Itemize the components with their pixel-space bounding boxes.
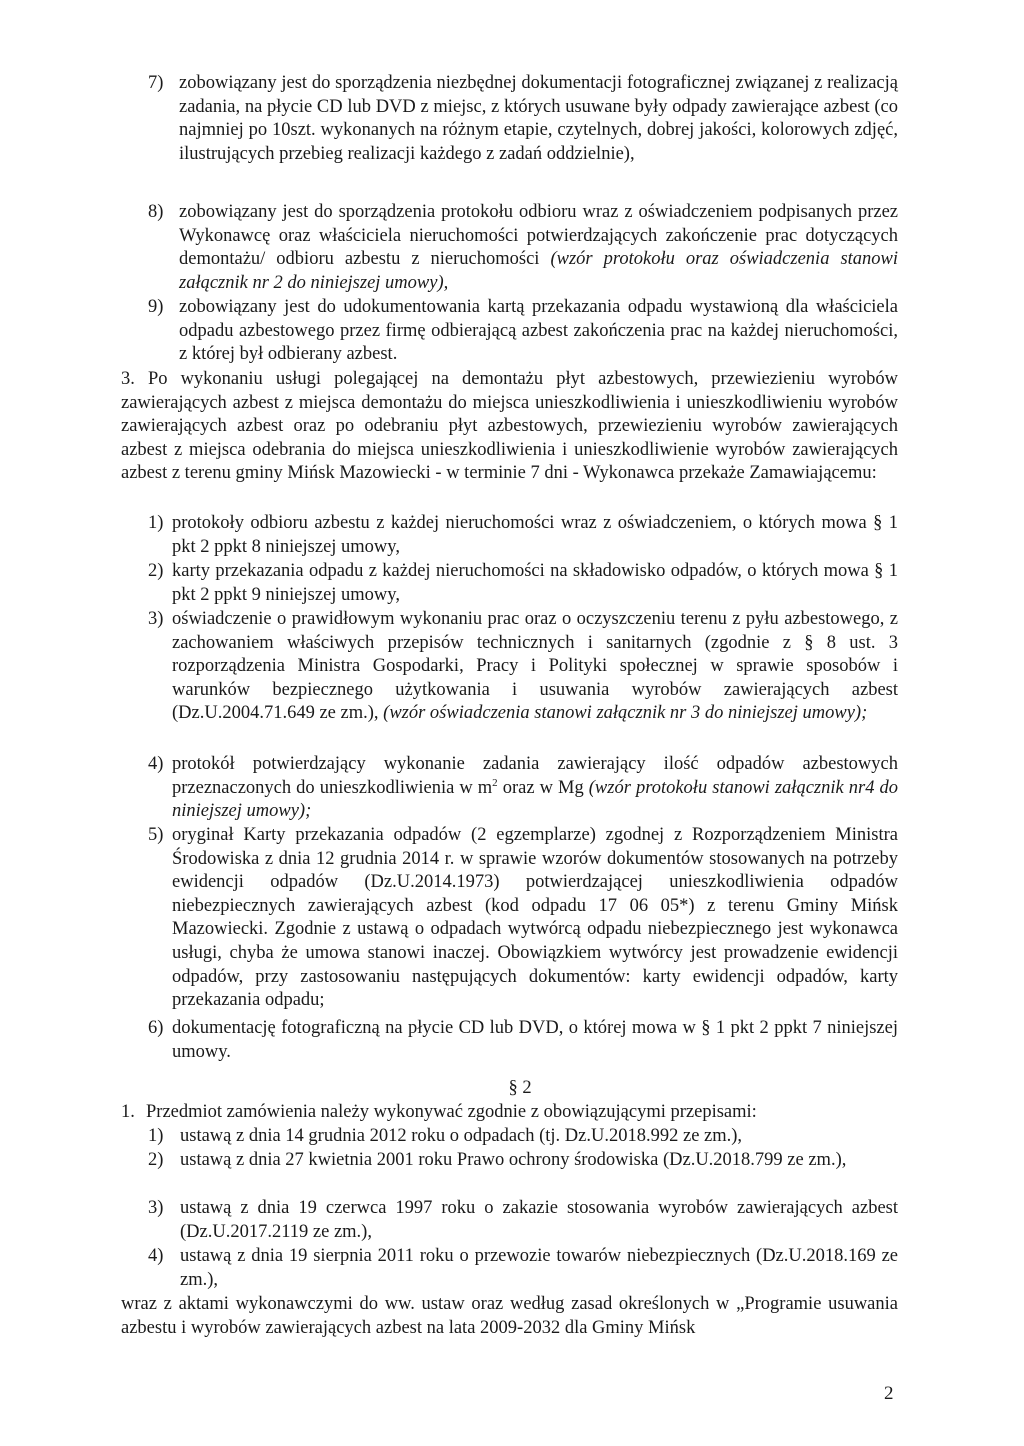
paragraph-text: Po wykonaniu usługi polegającej na demontażu płyt azbestowych, przewiezieniu wyrobów zawierających azbest z miejsca demontażu do miejsca unieszkodliwienia i unieszkodliwieniu wyrobów zawierających azbest oraz po odebraniu płyt azbestowych, przewiezieniu wyrobów zawierających azbest z miejsca odebrania do miejsca unieszkodliwienia i unieszkodliwienie wyrobów zawierających azbest z terenu gminy Mińsk Mazowiecki - w terminie 7 dni - Wykonawca przekaże Zamawiającemu: bbox=[121, 369, 899, 484]
list-item: ustawą z dnia 27 kwietnia 2001 roku Prawo ochrony środowiska (Dz.U.2018.799 ze zm.), bbox=[180, 1150, 847, 1170]
list-number: 6) bbox=[148, 1018, 164, 1038]
list-number: 4) bbox=[148, 1246, 164, 1266]
list-number: 5) bbox=[148, 825, 164, 845]
item-text-italic: (wzór protokołu oraz oświadczenia stanowi załącznik nr 2 do niniejszej umowy), bbox=[179, 249, 899, 293]
section-heading: § 2 bbox=[508, 1078, 532, 1098]
item-text: zobowiązany jest do sporządzenia niezbędnej dokumentacji fotograficznej związanej z realizacją zadania, na płycie CD lub DVD z miejsc, z których usuwane były odpady zawierające azbest (co najmniej po 10szt. wykonanych na różnym etapie, czytelnych, dobrej jakości, kolorowych zdjęć, ilustrujących przebieg realizacji każdego z zadań oddzielnie), bbox=[179, 73, 898, 164]
list-item: dokumentację fotograficzną na płycie CD lub DVD, o której mowa w § 1 pkt 2 ppkt 7 niniejszej umowy. bbox=[172, 1018, 898, 1062]
list-item: ustawą z dnia 19 czerwca 1997 roku o zakazie stosowania wyrobów zawierających azbest (Dz.U.2017.2119 ze zm.), bbox=[180, 1198, 898, 1242]
item-text-main: zobowiązany jest do sporządzenia protokołu odbioru wraz z oświadczeniem podpisanych przez Wykonawcę oraz właściciela nieruchomości potwierdzających zakończenie prac dotyczących demontażu/ odbioru azbestu z nieruchomości bbox=[179, 202, 898, 270]
list-item: ustawą z dnia 14 grudnia 2012 roku o odpadach (tj. Dz.U.2018.992 ze zm.), bbox=[180, 1126, 743, 1146]
list-item: oryginał Karty przekazania odpadów (2 egzemplarze) zgodnej z Rozporządzeniem Ministra Środowiska z dnia 12 grudnia 2014 r. w sprawie wzorów dokumentów stosowanych na potrzeby ewidencji odpadów (Dz.U.2014.1973) potwierdzającej unieszkodliwienia odpadów niebezpiecznych zawierających azbest (kod odpadu 17 06 05*) z terenu Gminy Mińsk Mazowiecki. Zgodnie z ustawą o odpadach wytwórcą odpadu niebezpiecznego jest wykonawca usługi, chyba że umowa stanowi inaczej. Obowiązkiem wytwórcy jest prowadzenie ewidencji odpadów, przy zastosowaniu następujących dokumentów: karty ewidencji odpadów, karty przekazania odpadu; bbox=[172, 825, 898, 1011]
item-text: zobowiązany jest do udokumentowania kartą przekazania odpadu wystawioną dla właściciela odpadu azbestowego przez firmę odbierającą azbest zakończenia prac na każdej nieruchomości, z której był odbierany azbest. bbox=[179, 297, 898, 365]
item-number: 9) bbox=[148, 297, 164, 317]
superscript: 2 bbox=[492, 776, 498, 789]
list-number: 4) bbox=[148, 754, 164, 774]
list-number: 2) bbox=[148, 561, 164, 581]
list-item bbox=[172, 753, 898, 824]
list-item: karty przekazania odpadu z każdej nieruchomości na składowisko odpadów, o których mowa § 1 pkt 2 ppkt 9 niniejszej umowy, bbox=[172, 561, 898, 605]
list-item: protokoły odbioru azbestu z każdej nieruchomości wraz z oświadczeniem, o których mowa § 1 pkt 2 ppkt 8 niniejszej umowy, bbox=[172, 513, 898, 557]
paragraph-number: 3. bbox=[121, 369, 135, 389]
list-item bbox=[172, 608, 898, 726]
list-item-cont: oraz w Mg bbox=[497, 777, 584, 798]
closing-paragraph: wraz z aktami wykonawczymi do ww. ustaw oraz według zasad określonych w „Programie usuwania azbestu i wyrobów zawierających azbest na lata 2009-2032 dla Gminy Mińsk bbox=[121, 1294, 898, 1338]
page-number: 2 bbox=[884, 1383, 894, 1404]
paragraph-number: 1. bbox=[121, 1102, 135, 1122]
item-number: 7) bbox=[148, 73, 164, 93]
list-number: 3) bbox=[148, 609, 164, 629]
list-number: 2) bbox=[148, 1150, 164, 1170]
list-number: 1) bbox=[148, 1126, 164, 1146]
list-number: 3) bbox=[148, 1198, 164, 1218]
paragraph-text: Przedmiot zamówienia należy wykonywać zgodnie z obowiązującymi przepisami: bbox=[146, 1102, 757, 1122]
list-item-main: protokół potwierdzający wykonanie zadania zawierający ilość odpadów azbestowych przeznaczonych do unieszkodliwienia w m bbox=[172, 754, 898, 798]
list-item-italic: (wzór oświadczenia stanowi załącznik nr 3 do niniejszej umowy); bbox=[383, 703, 868, 724]
list-item-main: oświadczenie o prawidłowym wykonaniu prac oraz o oczyszczeniu terenu z pyłu azbestowego, z zachowaniem właściwych przepisów technicznych i sanitarnych (zgodnie z § 8 ust. 3 rozporządzenia Ministra Gospodarki, Pracy i Polityki społecznej w sprawie sposobów i warunków bezpiecznego użytkowania i usuwania wyrobów zawierających azbest (Dz.U.2004.71.649 ze zm.), bbox=[172, 609, 898, 724]
list-item-italic: (wzór protokołu stanowi załącznik nr4 do niniejszej umowy); bbox=[172, 777, 898, 822]
item-text bbox=[179, 201, 898, 295]
paragraph-3 bbox=[121, 368, 898, 486]
list-item: ustawą z dnia 19 sierpnia 2011 roku o przewozie towarów niebezpiecznych (Dz.U.2018.169 ze zm.), bbox=[180, 1246, 898, 1290]
list-number: 1) bbox=[148, 513, 164, 533]
item-number: 8) bbox=[148, 202, 164, 222]
